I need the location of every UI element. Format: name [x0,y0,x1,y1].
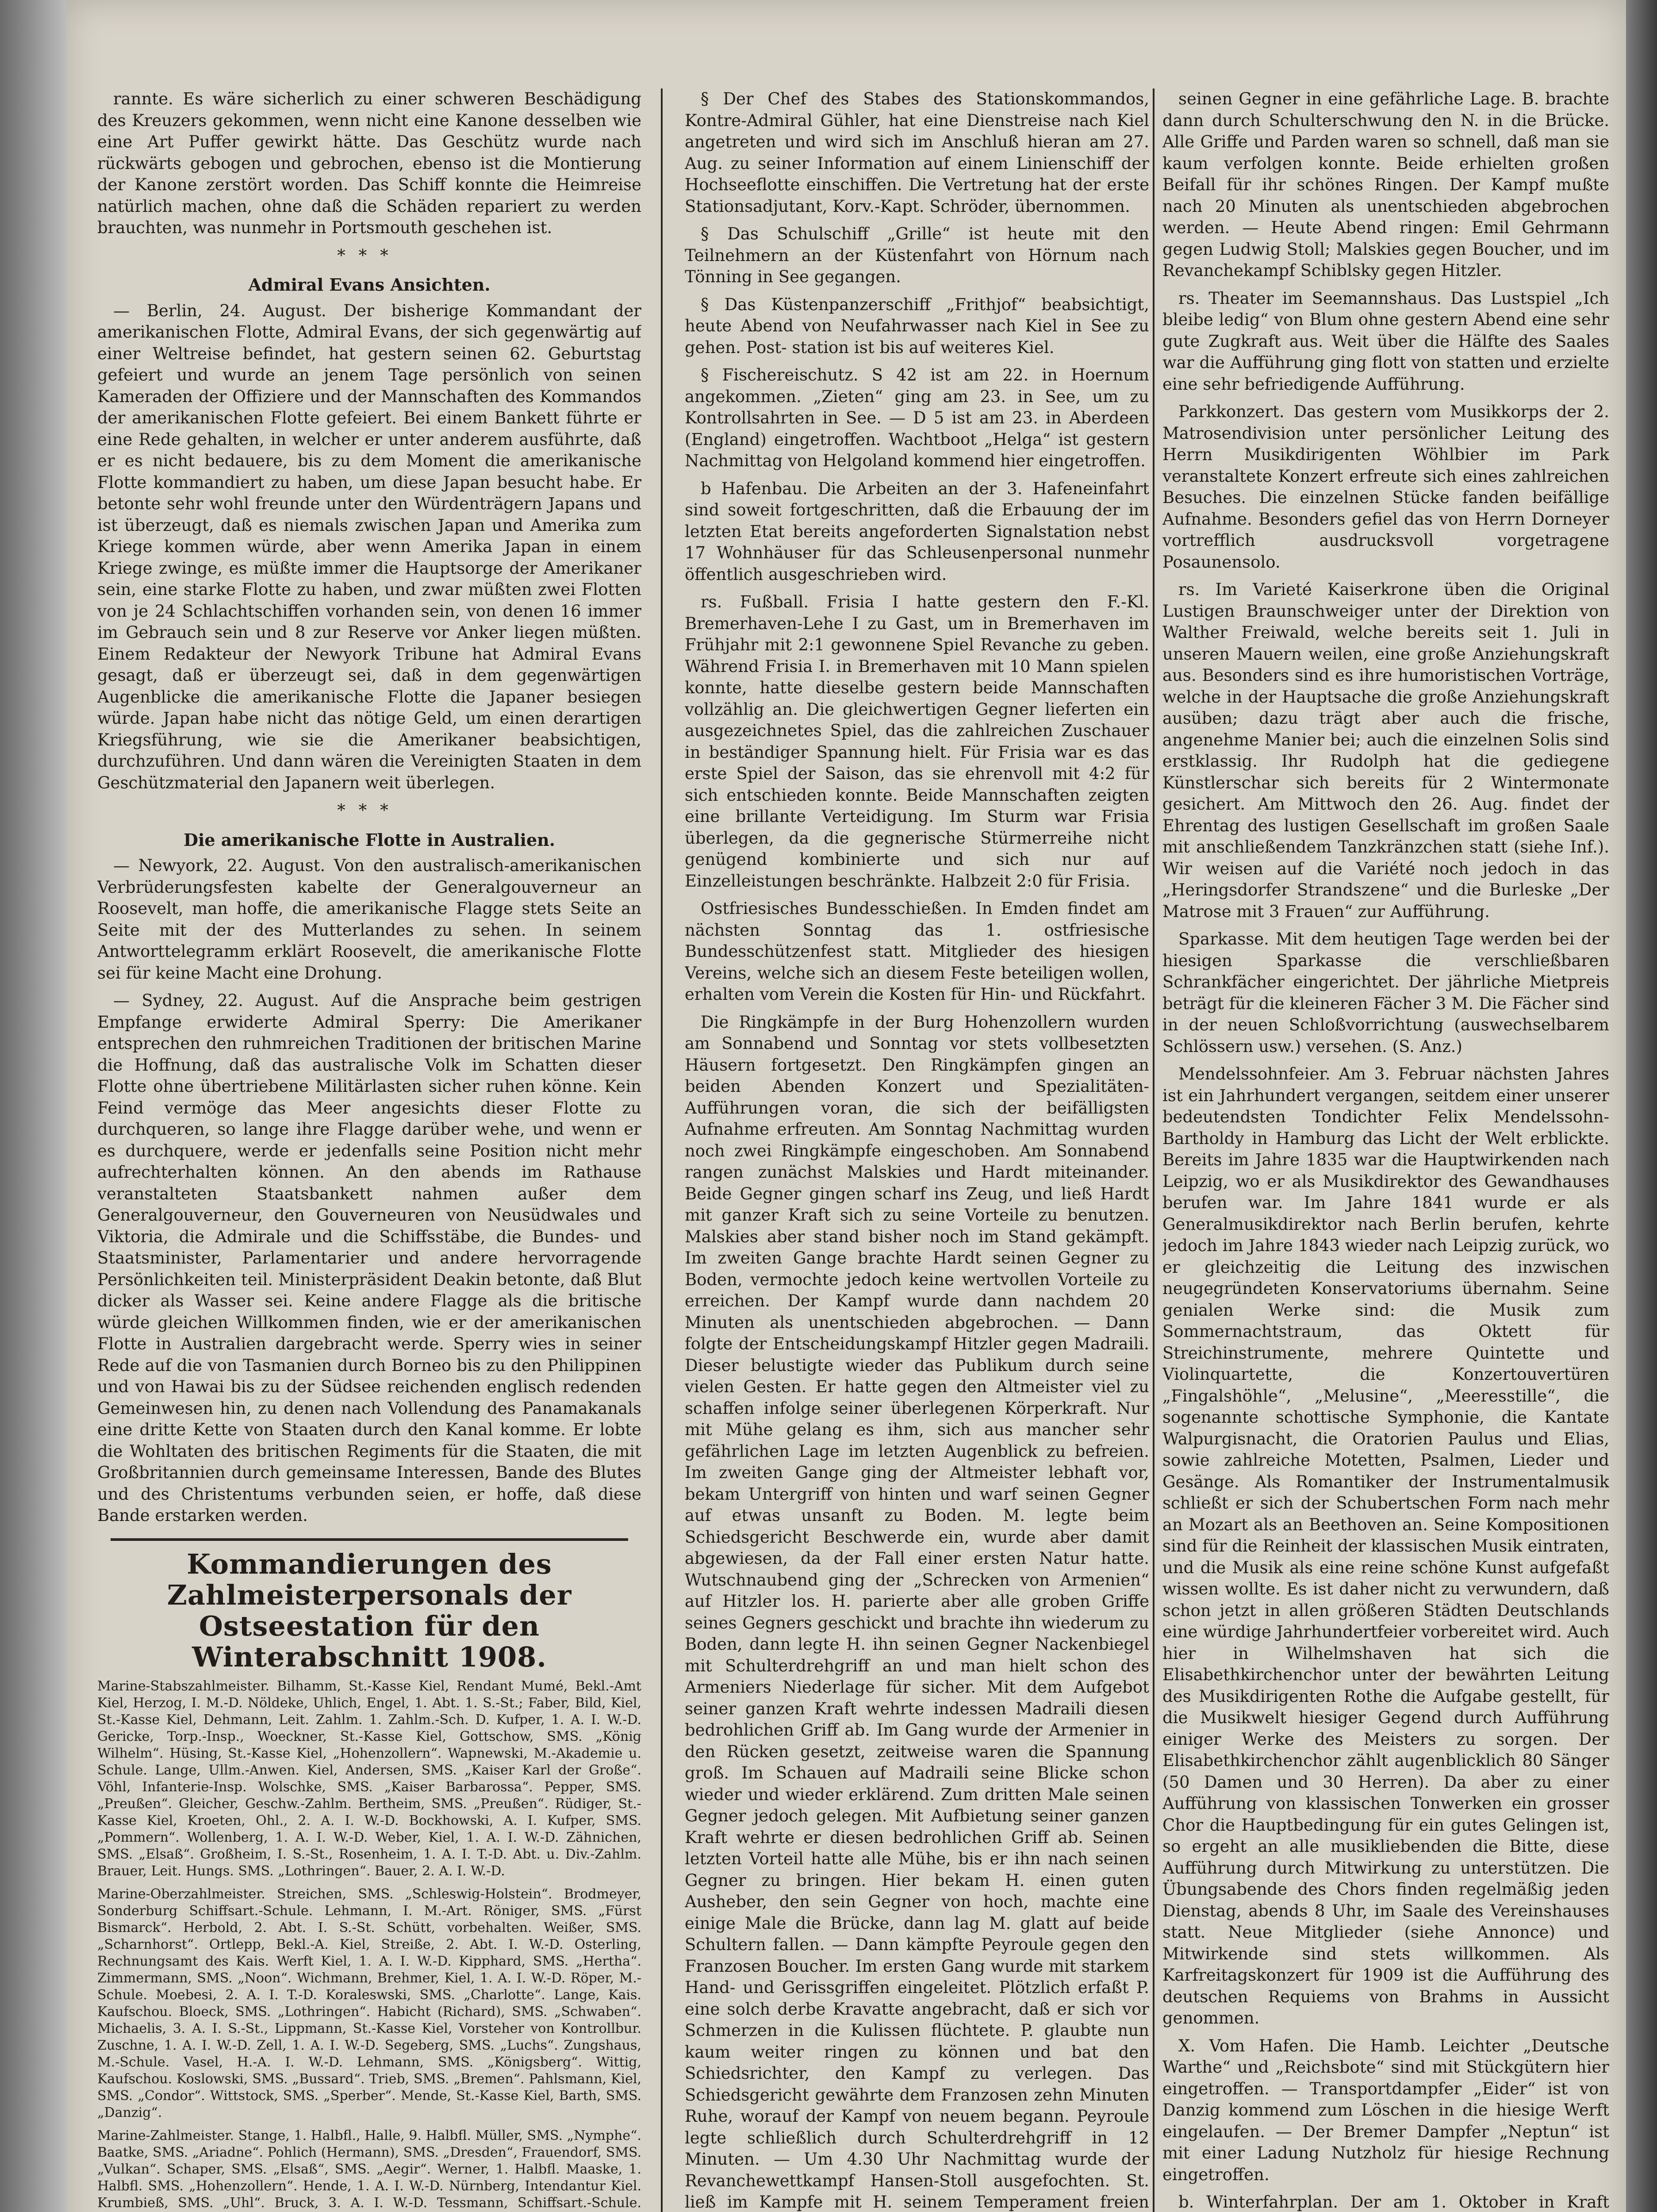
scan-edge-right [1626,0,1657,2212]
personnel-list: Marine-Stabszahlmeister. Bilhamm, St.-Kasse Kiel, Rendant Mumé, Bekl.-Amt Kiel, Herzog, I. M.-D. Nöldeke, Uhlich, Engel, 1. Abt. 1. S.-St.; Faber, Bild, Kiel, St.-Kasse Kiel, Dehmann, Leit. Zahlm. 1. Zahlm.-Sch. D. Kufper, 1. A. I. W.-D. Gericke, Torp.-Insp., Woeckner, St.-Kasse Kiel, Gottschow, SMS. „König Wilhelm“. Hüsing, St.-Kasse Kiel, „Hohenzollern“. Wapnewski, M.-Akademie u. Schule. Lange, Ullm.-Anwen. Kiel, Andersen, SMS. „Kaiser Karl der Große“. Vöhl, Infanterie-Insp. Wolschke, SMS. „Kaiser Barbarossa“. Pepper, SMS. „Preußen“. Gleicher, Geschw.-Zahlm. Bertheim, SMS. „Preußen“. Rüdiger, St.-Kasse Kiel, Kroeten, Ohl., 2. A. I. W.-D. Bockhowski, A. I. Kufper, SMS. „Pommern“. Wollenberg, 1. A. I. W.-D. Weber, Kiel, 1. A. I. W.-D. Zähnichen, SMS. „Elsaß“. Großheim, I. S.-St., Rosenheim, 1. A. I. T.-D. Abt. u. Div.-Zahlm. Brauer, Leit. Hungs. SMS. „Lothringen“. Bauer, 2. A. I. W.-D. [97,1678,641,1879]
article-text: § Das Schulschiff „Grille“ ist heute mit den Teilnehmern an der Küstenfahrt von Hörnum nach Tönning in See gegangen. [685,224,1149,286]
article-text: — Newyork, 22. August. Von den australisch-amerikanischen Verbrüderungsfesten kabelte der Generalgouverneur an Roosevelt, man hoffe, die amerikanische Flagge stets Seite an Seite mit der des Mutterlandes zu sehen. In seinem Antworttelegramm erklärt Roosevelt, die amerikanische Flotte sei für keine Macht eine Drohung. [97,856,641,983]
article-text: seinen Gegner in eine gefährliche Lage. B. brachte dann durch Schulterschwung den N. in die Brücke. Alle Griffe und Parden waren so schnell, daß man sie kaum verfolgen konnte. Beide erhielten großen Beifall für ihr schönes Ringen. Der Kampf mußte nach 20 Minuten als unentschieden abgebrochen werden. — Heute Abend ringen: Emil Gehrmann gegen Ludwig Stoll; Malskies gegen Boucher, und im Revanchekampf Schiblsky gegen Hitzler. [1162,89,1609,280]
article-text: b Hafenbau. Die Arbeiten an der 3. Hafeneinfahrt sind soweit fortgeschritten, daß die Erbauung der im letzten Etat bereits angeforderten Signalstation nebst 17 Wohnhäuser für das Schleusenpersonal nunmehr öffentlich ausgeschrieben wird. [685,479,1149,584]
article-text: Parkkonzert. Das gestern vom Musikkorps der 2. Matrosendivision unter persönlicher Leitung des Herrn Musikdirigenten Wöhlbier im Park veranstaltete Konzert erfreute sich eines zahlreichen Besuches. Die einzelnen Stücke fanden beifällige Aufnahme. Besonders gefiel das von Herrn Dorneyer vortrefflich ausdrucksvoll vorgetragene Posaunensolo. [1162,402,1609,572]
article-text: X. Vom Hafen. Die Hamb. Leichter „Deutsche Warthe“ und „Reichsbote“ sind mit Stückgütern hier eingetroffen. — Transportdampfer „Eider“ ist von Danzig kommend zum Löschen in die hiesige Werft eingelaufen. — Der Bremer Dampfer „Neptun“ ist mit einer Ladung Nutzholz für hiesige Rechnung eingetroffen. [1162,2036,1609,2184]
article-text: Ostfriesisches Bundesschießen. In Emden findet am nächsten Sonntag das 1. ostfriesische Bundesschützenfest statt. Mitglieder des hiesigen Vereins, welche sich an diesem Feste beteiligen wollen, erhalten vom Verein die Kosten für Hin- und Rückfahrt. [685,899,1149,1004]
article-text: § Das Küstenpanzerschiff „Frithjof“ beabsichtigt, heute Abend von Neufahrwasser nach Kiel in See zu gehen. Post- station ist bis auf weiteres Kiel. [685,295,1149,357]
column-rule [661,88,663,2212]
article-text: — Sydney, 22. August. Auf die Ansprache beim gestrigen Empfange erwiderte Admiral Sperry: Die Amerikaner entsprechen den ruhmreichen Traditionen der britischen Marine die Hoffnung, daß das australische Volk im Schatten dieser Flotte ohne übertriebene Militärlasten sicher ruhen könne. Kein Feind vermöge das Meer angesichts dieser Flotte zu durchqueren, so lange ihre Flagge darüber wehe, und wenn er es durchquere, werde er jedenfalls seine Position nicht mehr aufrechterhalten können. An den abends im Rathause veranstalteten Staatsbankett nahmen außer dem Generalgouverneur, den Gouverneuren von Neusüdwales und Viktoria, die Admirale und die Schiffsstäbe, die Bundes- und Staatsminister, Parlamentarier und andere hervorragende Persönlichkeiten teil. Ministerpräsident Deakin betonte, daß Blut dicker als Wasser sei. Keine andere Flagge als die britische würde gleichen Willkommen finden, wie er der amerikanischen Flotte in Australien dargebracht werde. Sperry wies in seiner Rede auf die von Tasmanien durch Borneo bis zu den Philippinen und von Hawai bis zu der Südsee reichenden englisch redenden Gemeinwesen hin, zu denen nach Vollendung des Panamakanals eine dritte Kette von Staaten durch den Kanal komme. Er lobte die Wohltaten des britischen Regiments für die Staaten, die mit Großbritannien durch gemeinsame Interessen, Bande des Blutes und des Christentums verbunden seien, er hoffe, daß diese Bande erstarken werden. [97,991,641,1525]
separator-stars: *** [337,801,402,820]
separator-stars: *** [337,246,402,265]
article-text: Die Ringkämpfe in der Burg Hohenzollern wurden am Sonnabend und Sonntag vor stets vollbesetzten Häusern fortgesetzt. Den Ringkämpfen gingen an beiden Abenden Konzert und Spezialitäten-Aufführungen voran, die sich der beifälligsten Aufnahme erfreuten. Am Sonntag Nachmittag wurden noch zwei Ringkämpfe eingeschoben. Am Sonnabend rangen zunächst Malskies und Hardt miteinander. Beide Gegner gingen scharf ins Zeug, und ließ Hardt mit ganzer Kraft sich zu seine Vorteile zu benutzen. Malskies aber stand bisher noch im Stand gekämpft. Im zweiten Gange brachte Hardt seinen Gegner zu Boden, vermochte jedoch keine wertvollen Vorteile zu erreichen. Der Kampf wurde dann nachdem 20 Minuten als unentschieden abgebrochen. — Dann folgte der Entscheidungskampf Hitzler gegen Madraili. Dieser belustigte wieder das Publikum durch seine vielen Gesten. Er hatte gegen den Altmeister viel zu schaffen infolge seiner überlegenen Körperkraft. Nur mit Mühe gelang es ihm, sich aus mancher sehr gefährlichen Lage im letzten Augenblick zu befreien. Im zweiten Gange ging der Altmeister lebhaft vor, bekam Untergriff von hinten und warf seinen Gegner auf etwas unsanft zu Boden. M. legte beim Schiedsgericht Beschwerde ein, wurde aber damit abgewiesen, da der Fall einer ersten Natur hatte. Wutschnaubend ging der „Schrecken von Armenien“ auf Hitzler los. H. parierte aber alle groben Griffe seines Gegners geschickt und brachte ihn wiederum zu Boden, dann legte H. ihn seinen Gegner Nackenbiegel mit Schulterdrehgriff an und man hielt schon des Armeniers Niederlage für sicher. Mit dem Aufgebot seiner ganzen Kraft wehrte indessen Madraili diesen bedrohlichen Griff ab. Im Gang wurde der Armenier in den Rücken gesetzt, zeitweise waren die Spannung groß. Im Schauen auf Madraili seine Blicke schon wieder und wieder erklärend. Zum dritten Male seinen Gegner jedoch gelegen. Mit Aufbietung seiner ganzen Kraft wehrte er diesen bedrohlichen Griff ab. Seinen letzten Vorteil hatte alle Mühe, bis er ihn nach seinen Gegner zu bringen. Hier bekam H. einen guten Ausheber, den sein Gegner von hoch, machte eine einige Male die Brücke, dann lag M. glatt auf beide Schultern fallen. — Dann kämpfte Peyroule gegen den Franzosen Boucher. Im ersten Gang wurde mit starkem Hand- und Gerissgriffen eingeleitet. Plötzlich erfaßt P. eine solch derbe Kravatte angebracht, daß er sich vor Schmerzen in die Kulissen flüchtete. P. glaubte nun kaum weiter ringen zu können und bat den Schiedsrichter, den Kampf zu verlegen. Das Schiedsgericht gewährte dem Franzosen zehn Minuten Ruhe, worauf der Kampf von neuem begann. Peyroule legte schließlich durch Schulterdrehgriff in 12 Minuten. — Um 4.30 Uhr Nachmittag wurde der Revanchewettkampf Hansen-Stoll ausgefochten. St. ließ im Kampfe mit H. seinem Temperament freien [685,1012,1149,2212]
scan-edge-left [0,0,66,2212]
article-text: — Berlin, 24. August. Der bisherige Kommandant der amerikanischen Flotte, Admiral Evans, der sich gegenwärtig auf einer Weltreise befindet, hat gestern seinen 62. Geburtstag gefeiert und wurde an jenem Tage persönlich von seinen Kameraden der Offiziere und der Mannschaften des Kommandos der amerikanischen Flotte gefeiert. Bei einem Bankett führte er eine Rede gehalten, in welcher er unter anderem ausführte, daß er es nicht bedauere, bis zu dem Moment die amerikanische Flotte kommandiert zu haben, um diese Japan besucht habe. Er betonte sehr wohl freunde unter den Würdenträgern Japans und ist überzeugt, daß es niemals zwischen Japan und Amerika zum Kriege kommen würde, aber wenn Amerika Japan in einem Kriege zwinge, es müßte immer die Hauptsorge der Amerikaner sein, eine starke Flotte zu haben, und zwar müßten zwei Flotten von je 24 Schlachtschiffen vorhanden sein, von denen 16 immer im Gebrauch sein und 8 zur Reserve vor Anker liegen müßten. Einem Redakteur der Newyork Tribune hat Admiral Evans gesagt, daß er überzeugt sei, daß in dem gegenwärtigen Augenblicke die amerikanische Flotte die Japaner besiegen würde. Japan habe nicht das nötige Geld, um einen derartigen Kriegsführung, wie sie die Amerikaner beabsichtigen, durchzuführen. Und dann wären die Vereinigten Staaten in dem Geschützmaterial den Japanern weit überlegen. [97,301,641,792]
headline: Admiral Evans Ansichten. [248,275,491,295]
article-text: rs. Fußball. Frisia I hatte gestern den F.-Kl. Bremerhaven-Lehe I zu Gast, um in Bremerhaven im Frühjahr mit 2:1 gewonnene Spiel Revanche zu geben. Während Frisia I. in Bremerhaven mit 10 Mann spielen konnte, hatte dieselbe gestern beide Mannschaften vollzählig an. Die gleichwertigen Gegner lieferten ein ausgezeichnetes Spiel, das die zahlreichen Zuschauer in beständiger Spannung hielt. Für Frisia war es das erste Spiel der Saison, das sie ehrenvoll mit 4:2 für sich entschieden konnte. Beide Mannschaften zeigten eine brillante Verteidigung. Im Sturm war Frisia überlegen, da die gegnerische Stürmerreihe nicht genügend kombinierte und sich nur auf Einzelleistungen beschränkte. Halbzeit 2:0 für Frisia. [685,592,1149,891]
column-2 [685,88,1149,2212]
personnel-list: Marine-Zahlmeister. Stange, 1. Halbfl., Halle, 9. Halbfl. Müller, SMS. „Nymphe“. Baatke, SMS. „Ariadne“. Pohlich (Hermann), SMS. „Dresden“, Frauendorf, SMS. „Vulkan“. Schaper, SMS. „Elsaß“, SMS. „Aegir“. Werner, 1. Halbfl. Maaske, 1. Halbfl. SMS. „Hohenzollern“. Hende, 1. A. I. W.-D. Nürnberg, Intendantur Kiel. Krumbieß, SMS. „Uhl“. Bruck, 3. A. I. W.-D. Tessmann, Schiffsart.-Schule. [97,2128,641,2211]
section-headline: Kommandierungen des Zahlmeisterpersonals der Ostseestation für den Winterabschnitt 1908. [167,1548,572,1673]
personnel-list: Marine-Oberzahlmeister. Streichen, SMS. „Schleswig-Holstein“. Brodmeyer, Sonderburg Schiffsart.-Schule. Lehmann, I. M.-Art. Röniger, SMS. „Fürst Bismarck“. Herbold, 2. Abt. I. S.-St. Schütt, vorbehalten. Weißer, SMS. „Scharnhorst“. Ortlepp, Bekl.-A. Kiel, Streiße, 2. Abt. I. W.-D. Osterling, Rechnungsamt des Kais. Werft Kiel, 1. A. I. W.-D. Kipphard, SMS. „Hertha“. Zimmermann, SMS. „Noon“. Wichmann, Brehmer, Kiel, 1. A. I. W.-D. Röper, M.-Schule. Moebesi, 2. A. I. T.-D. Koraleswski, SMS. „Charlotte“. Lange, Kais. Kaufschou. Bloeck, SMS. „Lothringen“. Habicht (Richard), SMS. „Schwaben“. Michaelis, 3. A. I. S.-St., Lippmann, St.-Kasse Kiel, Vorsteher von Kontrollbur. Zuschne, 1. A. I. W.-D. Zell, 1. A. I. W.-D. Segeberg, SMS. „Luchs“. Zungshaus, M.-Schule. Vasel, H.-A. I. W.-D. Lehmann, SMS. „Königsberg“. Wittig, Kaufschou. Koslowski, SMS. „Bussard“. Trieb, SMS. „Bremen“. Pahlsmann, Kiel, SMS. „Condor“. Wittstock, SMS. „Sperber“. Mende, St.-Kasse Kiel, Barth, SMS. „Danzig“. [97,1886,641,2120]
article-text: § Der Chef des Stabes des Stationskommandos, Kontre-Admiral Gühler, hat eine Dienstreise nach Kiel angetreten und wird sich im Anschluß hieran am 27. Aug. zu seiner Information auf einem Linienschiff der Hochseeflotte einschiffen. Die Vertretung hat der erste Stationsadjutant, Korv.-Kapt. Schröder, übernommen. [685,89,1149,216]
column-1 [97,88,641,2212]
article-text: Sparkasse. Mit dem heutigen Tage werden bei der hiesigen Sparkasse die verschließbaren Schrankfächer eingerichtet. Der jährliche Mietpreis beträgt für die kleineren Fächer 3 M. Die Fächer sind in der neuen Schloßvorrichtung (auswechselbarem Schlössern usw.) versehen. (S. Anz.) [1162,929,1609,1056]
article-text: rannte. Es wäre sicherlich zu einer schweren Beschädigung des Kreuzers gekommen, wenn nicht eine Kanone desselben wie eine Art Puffer gewirkt hätte. Das Geschütz wurde nach rückwärts gebogen und gebrochen, ebenso ist die Montierung der Kanone zerstört worden. Das Schiff konnte die Heimreise natürlich machen, ohne daß die Schäden repariert zu werden brauchten, was nunmehr in Portsmouth geschehen ist. [97,89,641,237]
article-text: Mendelssohnfeier. Am 3. Februar nächsten Jahres ist ein Jahrhundert vergangen, seitdem einer unserer bedeutendsten Tondichter Felix Mendelssohn-Bartholdy in Hamburg das Licht der Welt erblickte. Bereits im Jahre 1835 war die Hauptwirkenden nach Leipzig, wo er als Musikdirektor des Gewandhauses berufen war. Im Jahre 1841 wurde er als Generalmusikdirektor nach Berlin berufen, kehrte jedoch im Jahre 1843 wieder nach Leipzig zurück, wo er gleichzeitig die Leitung des inzwischen neugegründeten Konservatoriums übernahm. Seine genialen Werke sind: die Musik zum Sommernachtstraum, das Oktett für Streichinstrumente, mehrere Quintette und Violinquartette, die Konzertouvertüren „Fingalshöhle“, „Melusine“, „Meeresstille“, die sogenannte schottische Symphonie, die Kantate Walpurgisnacht, die Oratorien Paulus und Elias, sowie zahlreiche Motetten, Psalmen, Lieder und Gesänge. Als Romantiker der Instrumentalmusik schließt er sich der Schubertschen Form nach mehr an Mozart als an Beethoven an. Seine Kompositionen sind für die Reinheit der klassischen Musik eintraten, und die Musik als eine reine schöne Kunst aufgefaßt wissen wollte. Es ist daher nicht zu verwundern, daß schon jetzt in allen größeren Städten Deutschlands eine würdige Jahrhundertfeier vorbereitet wird. Auch hier in Wilhelmshaven hat sich die Elisabethkirchenchor unter der bewährten Leitung des Musikdirigenten Rothe die Aufgabe gestellt, für die Musikwelt hiesiger Gegend durch Aufführung einiger Werke des Meisters zu sorgen. Der Elisabethkirchenchor zählt augenblicklich 80 Sänger (50 Damen und 30 Herren). Da aber zu einer Aufführung von klassischen Tonwerken ein grosser Chor die Hauptbedingung für ein gutes Gelingen ist, so ergeht an alle musikliebenden die Bitte, diese Aufführung durch Mitwirkung zu unterstützen. Die Übungsabende des Chors finden regelmäßig jeden Dienstag, abends 8 Uhr, im Saale des Vereinshauses statt. Neue Mitglieder (siehe Annonce) und Mitwirkende sind stets willkommen. Als Karfreitagskonzert für 1909 ist die Aufführung des deutschen Requiems von Brahms in Aussicht genommen. [1162,1064,1609,2028]
column-3 [1162,88,1609,2212]
headline: Die amerikanische Flotte in Australien. [183,830,555,850]
section-rule [111,1538,628,1541]
article-text: rs. Im Varieté Kaiserkrone üben die Original Lustigen Braunschweiger unter der Direktion von Walther Freiwald, welche bereits seit 1. Juli in unseren Mauern weilen, eine große Anziehungskraft aus. Besonders sind es ihre humoristischen Vorträge, welche in der Hauptsache die große Anziehungskraft ausüben; dazu trägt aber auch die frische, angenehme Manier bei; auch die einzelnen Solis sind erstklassig. Ihr Rudolph hat die gediegene Künstlerschar sich bereits für 2 Wintermonate gesichert. Am Mittwoch den 26. Aug. findet der Ehrentag des lustigen Gesellschaft im großen Saale mit anschließendem Tanzkränzchen statt (siehe Inf.). Wir weisen auf die Variété noch jedoch in das „Heringsdorfer Strandszene“ und die Burleske „Der Matrose mit 3 Frauen“ zur Aufführung. [1162,580,1609,921]
article-text: rs. Theater im Seemannshaus. Das Lustspiel „Ich bleibe ledig“ von Blum ohne gestern Abend eine sehr gute Zugkraft aus. Weit über die Hälfte des Saales war die Aufführung ging flott von statten und erzielte eine sehr befriedigende Aufführung. [1162,288,1609,394]
article-text: b. Winterfahrplan. Der am 1. Oktober in Kraft [1178,2193,1609,2212]
column-rule [1153,88,1155,2212]
article-text: § Fischereischutz. S 42 ist am 22. in Hoernum angekommen. „Zieten“ ging am 23. in See, um zu Kontrollsahrten in See. — D 5 ist am 23. in Aberdeen (England) eingetroffen. Wachtboot „Helga“ ist gestern Nachmittag von Helgoland kommend hier eingetroffen. [685,365,1149,470]
